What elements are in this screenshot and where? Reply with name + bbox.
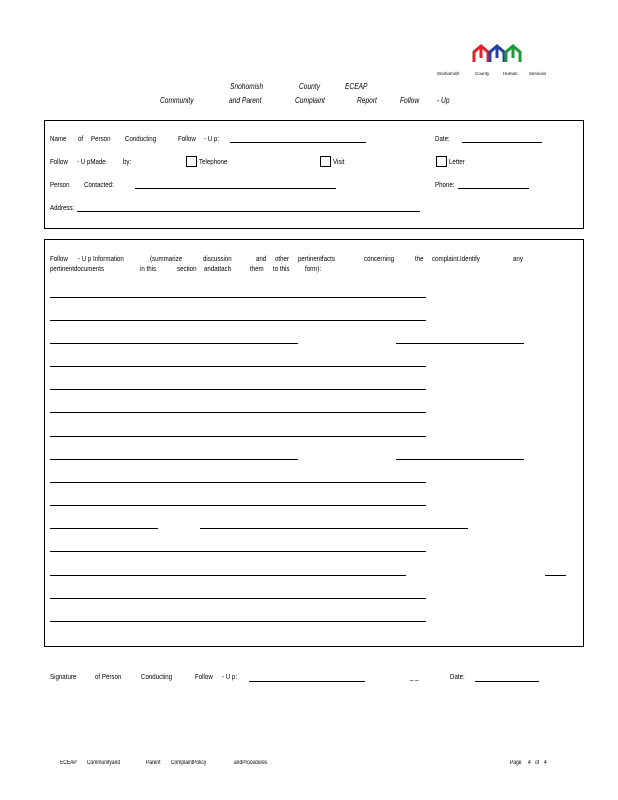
label-word: Follow bbox=[50, 157, 68, 166]
page-number-word: 4 bbox=[544, 760, 547, 766]
footer-word: ECEAP bbox=[60, 760, 77, 766]
phone-label: Phone: bbox=[435, 180, 455, 189]
writing-line[interactable] bbox=[50, 459, 298, 460]
sig-word: Follow bbox=[195, 672, 213, 681]
label-word: Person bbox=[50, 180, 70, 189]
sig-word: - U p: bbox=[222, 672, 238, 681]
county-logo bbox=[437, 44, 547, 84]
logo-word-3: Human bbox=[503, 71, 518, 76]
letter-checkbox[interactable] bbox=[436, 156, 447, 167]
instr-word: any bbox=[513, 254, 523, 263]
sig-word: Conducting bbox=[141, 672, 173, 681]
red-house-icon bbox=[474, 46, 488, 62]
writing-line[interactable] bbox=[50, 528, 158, 529]
writing-line[interactable] bbox=[50, 482, 426, 483]
page-number-word: Page bbox=[510, 760, 522, 766]
title-word: Snohomish bbox=[230, 81, 264, 91]
footer-word: ComplaintPolicy bbox=[171, 760, 207, 766]
writing-line[interactable] bbox=[50, 598, 426, 599]
writing-line[interactable] bbox=[50, 436, 426, 437]
telephone-label: Telephone bbox=[199, 157, 228, 166]
logo-word-4: Services bbox=[529, 71, 547, 76]
telephone-checkbox[interactable] bbox=[186, 156, 197, 167]
label-word: Contacted: bbox=[84, 180, 114, 189]
title-word: Follow bbox=[400, 95, 420, 105]
title-word: Report bbox=[357, 95, 377, 105]
footer-word: andProcedures bbox=[234, 760, 268, 766]
title-word: and Parent bbox=[229, 95, 262, 105]
writing-line[interactable] bbox=[50, 575, 406, 576]
houses-logo-icon bbox=[472, 44, 524, 64]
label-word: - U pMade bbox=[77, 157, 106, 166]
label-word: - U p: bbox=[204, 134, 220, 143]
sig-word: of Person bbox=[95, 672, 122, 681]
instr-word: andattach bbox=[204, 264, 232, 273]
title-word: Community bbox=[160, 95, 194, 105]
writing-line[interactable] bbox=[50, 505, 426, 506]
writing-line[interactable] bbox=[545, 575, 566, 576]
label-word: Conducting bbox=[125, 134, 157, 143]
instr-word: to this bbox=[273, 264, 290, 273]
letter-label: Letter bbox=[449, 157, 465, 166]
label-word: of bbox=[78, 134, 84, 143]
title-word: County bbox=[299, 81, 321, 91]
instr-word: the bbox=[415, 254, 424, 263]
instr-word: section bbox=[177, 264, 197, 273]
instr-word: pertinentfacts bbox=[298, 254, 335, 263]
writing-line[interactable] bbox=[50, 412, 426, 413]
instr-word: Follow bbox=[50, 254, 68, 263]
visit-checkbox[interactable] bbox=[320, 156, 331, 167]
visit-label: Visit bbox=[333, 157, 345, 166]
footer-word: Parent bbox=[146, 760, 161, 766]
writing-line[interactable] bbox=[396, 343, 524, 344]
instr-word: complaint.Identify bbox=[432, 254, 480, 263]
phone-field[interactable] bbox=[458, 188, 529, 189]
title-word: - Up bbox=[437, 95, 450, 105]
logo-word-1: Snohomish bbox=[437, 71, 460, 76]
person-contacted-field[interactable] bbox=[135, 188, 336, 189]
address-field[interactable] bbox=[77, 211, 420, 212]
instr-word: and bbox=[256, 254, 267, 263]
label-word: by: bbox=[123, 157, 132, 166]
page-number-word: of bbox=[535, 760, 540, 766]
title-word: Complaint bbox=[295, 95, 325, 105]
instr-word: (summarize bbox=[150, 254, 183, 263]
writing-line[interactable] bbox=[50, 366, 426, 367]
logo-word-2: County bbox=[475, 71, 490, 76]
writing-line[interactable] bbox=[50, 297, 426, 298]
signature-field[interactable] bbox=[249, 681, 365, 682]
date-label: Date: bbox=[435, 134, 450, 143]
instr-word: other bbox=[275, 254, 290, 263]
label-word: Person bbox=[91, 134, 111, 143]
instr-word: them bbox=[250, 264, 264, 273]
address-label: Address: bbox=[50, 203, 75, 212]
writing-line[interactable] bbox=[50, 551, 426, 552]
signature-date-field[interactable] bbox=[475, 681, 539, 682]
instr-word: form): bbox=[305, 264, 322, 273]
label-word: Name bbox=[50, 134, 67, 143]
signature-dashes: _ _ bbox=[410, 672, 419, 681]
label-word: Follow bbox=[178, 134, 196, 143]
writing-line[interactable] bbox=[200, 528, 468, 529]
instr-word: in this bbox=[140, 264, 157, 273]
signature-date-label: Date: bbox=[450, 672, 465, 681]
date-field[interactable] bbox=[462, 142, 542, 143]
instr-word: pertinentdocuments bbox=[50, 264, 105, 273]
footer-word: Communityand bbox=[87, 760, 121, 766]
green-house-icon bbox=[506, 46, 520, 62]
instr-word: - U p Information bbox=[78, 254, 124, 263]
writing-line[interactable] bbox=[50, 343, 298, 344]
followup-information-section bbox=[44, 239, 584, 647]
instr-word: concerning bbox=[364, 254, 395, 263]
instr-word: discussion bbox=[203, 254, 232, 263]
title-word: ECEAP bbox=[345, 81, 368, 91]
writing-line[interactable] bbox=[50, 320, 426, 321]
sig-word: Signature bbox=[50, 672, 77, 681]
page-number-word: 4 bbox=[528, 760, 531, 766]
writing-line[interactable] bbox=[396, 459, 524, 460]
conductor-name-field[interactable] bbox=[230, 142, 366, 143]
blue-house-icon bbox=[490, 46, 504, 62]
writing-line[interactable] bbox=[50, 621, 426, 622]
writing-line[interactable] bbox=[50, 389, 426, 390]
